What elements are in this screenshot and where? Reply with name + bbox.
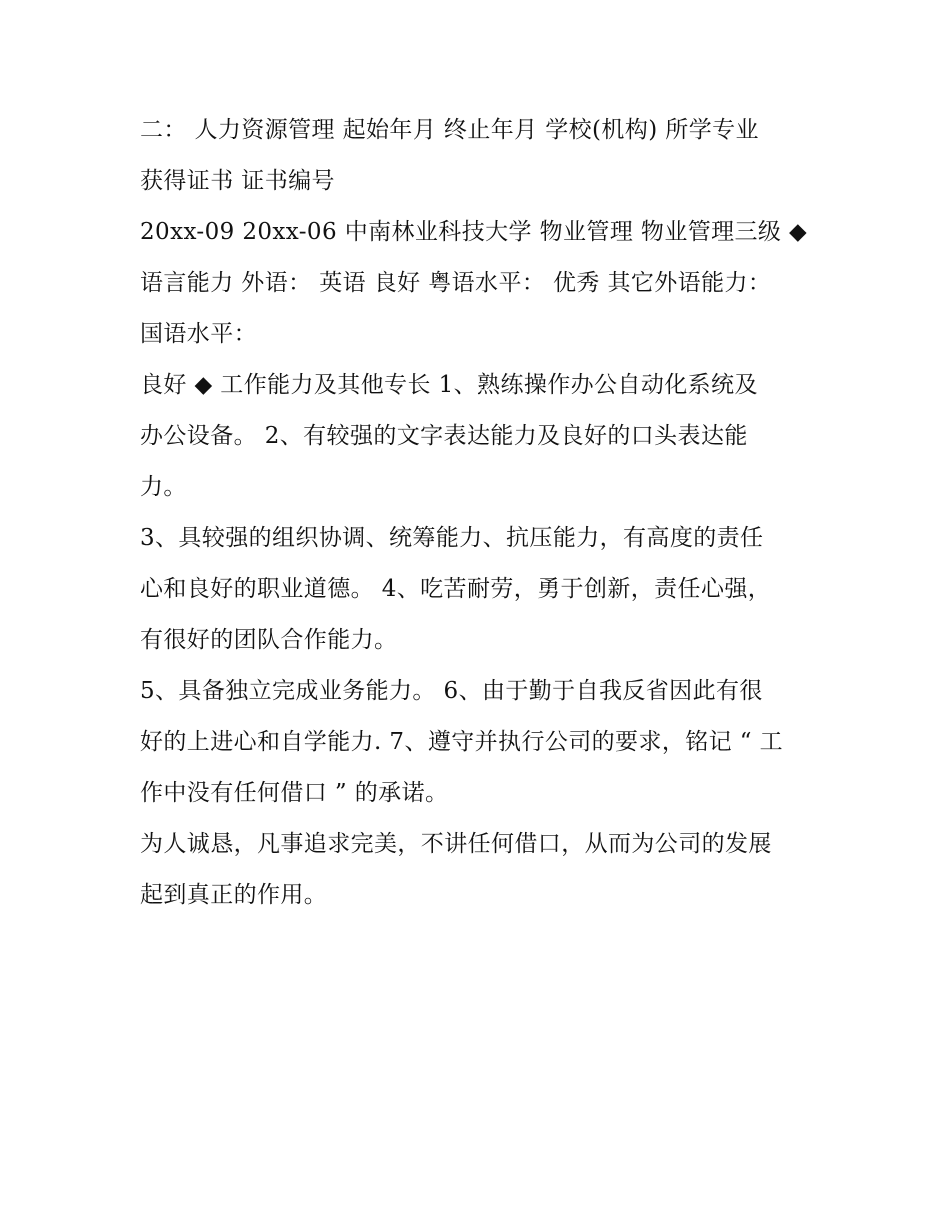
document-body xyxy=(140,105,830,921)
text-line: 良好 ◆ 工作能力及其他专长 1、熟练操作办公自动化系统及 xyxy=(140,372,758,398)
text-line: 好的上进心和自学能力. 7、遵守并执行公司的要求，铭记 “ 工 xyxy=(140,729,784,755)
text-line: 语言能力 外语： 英语 良好 粤语水平： 优秀 其它外语能力： xyxy=(140,270,772,296)
text-line: 获得证书 证书编号 xyxy=(140,168,335,194)
text-line: 心和良好的职业道德。 4、吃苦耐劳，勇于创新，责任心强， xyxy=(140,576,772,602)
text-line: 起到真正的作用。 xyxy=(140,882,328,908)
text-line: 二： 人力资源管理 起始年月 终止年月 学校(机构) 所学专业 xyxy=(140,117,759,143)
text-line: 5、具备独立完成业务能力。 6、由于勤于自我反省因此有很 xyxy=(140,678,763,704)
text-line: 有很好的团队合作能力。 xyxy=(140,627,398,653)
text-line: 力。 xyxy=(140,474,187,500)
text-line: 办公设备。 2、有较强的文字表达能力及良好的口头表达能 xyxy=(140,423,748,449)
text-line: 国语水平： xyxy=(140,321,257,347)
text-line: 作中没有任何借口 ” 的承诺。 xyxy=(140,780,449,806)
text-line: 为人诚恳，凡事追求完美，不讲任何借口，从而为公司的发展 xyxy=(140,831,772,857)
text-line: 3、具较强的组织协调、统筹能力、抗压能力，有高度的责任 xyxy=(140,525,764,551)
text-line: 20xx-09 20xx-06 中南林业科技大学 物业管理 物业管理三级 ◆ xyxy=(140,219,808,245)
